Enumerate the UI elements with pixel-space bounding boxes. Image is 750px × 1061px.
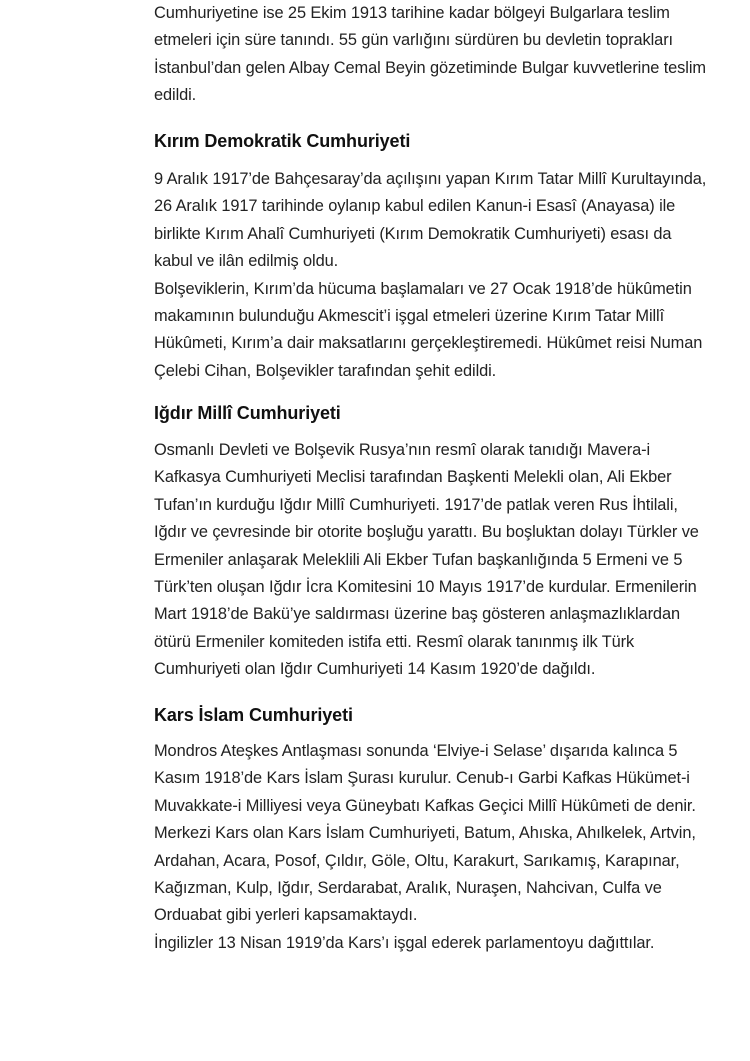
paragraph-line: Mondros Ateşkes Antlaşması sonunda ‘Elviye-i Selase’ dışarıda kalınca 5 [154,742,678,760]
section-heading-kars: Kars İslam Cumhuriyeti [154,705,353,725]
paragraph-line: Türk’ten oluşan Iğdır İcra Komitesini 10 Mayıs 1917’de kurdular. Ermenilerin [154,578,697,597]
intro-paragraph [154,0,706,110]
paragraph-line: etmeleri için süre tanındı. 55 gün varlığını sürdüren bu devletin toprakları [154,31,674,50]
paragraph-line: Kafkasya Cumhuriyeti Meclisi tarafından Başkenti Melekli olan, Ali Ekber [154,468,672,487]
section-paragraph-igdir [154,437,699,684]
paragraph-line: Bolşeviklerin, Kırım’da hücuma başlamaları ve 27 Ocak 1918’de hükûmetin [154,279,692,298]
paragraph-line: Kasım 1918’de Kars İslam Şurası kurulur. Cenub-ı Garbi Kafkas Hükümet-i [154,769,690,788]
paragraph-line: Ermeniler anlaşarak Meleklili Ali Ekber Tufan başkanlığında 5 Ermeni ve 5 [154,550,683,569]
section-paragraph-kirim [154,166,706,385]
paragraph-line: Osmanlı Devleti ve Bolşevik Rusya’nın resmî olarak tanıdığı Mavera-i [154,441,651,459]
paragraph-line: Muvakkate-i Milliyesi veya Güneybatı Kafkas Geçici Millî Hükûmeti de denir. [154,796,696,815]
paragraph-line: birlikte Kırım Ahalî Cumhuriyeti (Kırım Demokratik Cumhuriyeti) esası da [154,224,672,243]
paragraph-line: Ardahan, Acara, Posof, Çıldır, Göle, Oltu, Karakurt, Sarıkamış, Karapınar, [154,851,680,870]
paragraph-line: Cumhuriyetine ise 25 Ekim 1913 tarihine kadar bölgeyi Bulgarlara teslim [154,4,670,22]
paragraph-line: Tufan’ın kurduğu Iğdır Millî Cumhuriyeti. 1917’de patlak veren Rus İhtilali, [154,495,678,514]
paragraph-line: kabul ve ilân edilmiş oldu. [154,252,339,271]
paragraph-line: Hükûmeti, Kırım’a dair maksatlarını gerçekleştiremedi. Hükûmet reisi Numan [154,334,703,353]
paragraph-line: Çelebi Cihan, Bolşevikler tarafından şehit edildi. [154,361,497,380]
paragraph-line: Cumhuriyeti olan Iğdır Cumhuriyeti 14 Kasım 1920’de dağıldı. [154,660,596,679]
section-paragraph-kars [154,738,696,957]
paragraph-line: ötürü Ermeniler komiteden istifa etti. Resmî olarak tanınmış ilk Türk [154,632,635,651]
section-heading-kirim: Kırım Demokratik Cumhuriyeti [154,131,411,151]
paragraph-line: Mart 1918’de Bakü’ye saldırması üzerine baş gösteren anlaşmazlıklardan [154,605,680,624]
paragraph-line: edildi. [154,86,197,105]
section-heading-igdir: Iğdır Millî Cumhuriyeti [154,403,341,423]
paragraph-line: 9 Aralık 1917’de Bahçesaray’da açılışını yapan Kırım Tatar Millî Kurultayında, [154,170,707,188]
paragraph-line: Orduabat gibi yerleri kapsamaktaydı. [154,906,418,925]
paragraph-line: makamının bulunduğu Akmescit’i işgal etmeleri üzerine Kırım Tatar Millî [154,307,665,326]
paragraph-line: İngilizler 13 Nisan 1919’da Kars’ı işgal ederek parlamentoyu dağıttılar. [154,933,655,952]
paragraph-line: İstanbul’dan gelen Albay Cemal Beyin gözetiminde Bulgar kuvvetlerine teslim [154,58,706,77]
paragraph-line: 26 Aralık 1917 tarihinde oylanıp kabul edilen Kanun-i Esasî (Anayasa) ile [154,197,676,216]
paragraph-line: Merkezi Kars olan Kars İslam Cumhuriyeti, Batum, Ahıska, Ahılkelek, Artvin, [154,824,696,843]
paragraph-line: Iğdır ve çevresinde bir otorite boşluğu yarattı. Bu boşluktan dolayı Türkler ve [154,523,699,542]
paragraph-line: Kağızman, Kulp, Iğdır, Serdarabat, Aralık, Nuraşen, Nahcivan, Culfa ve [154,879,662,898]
